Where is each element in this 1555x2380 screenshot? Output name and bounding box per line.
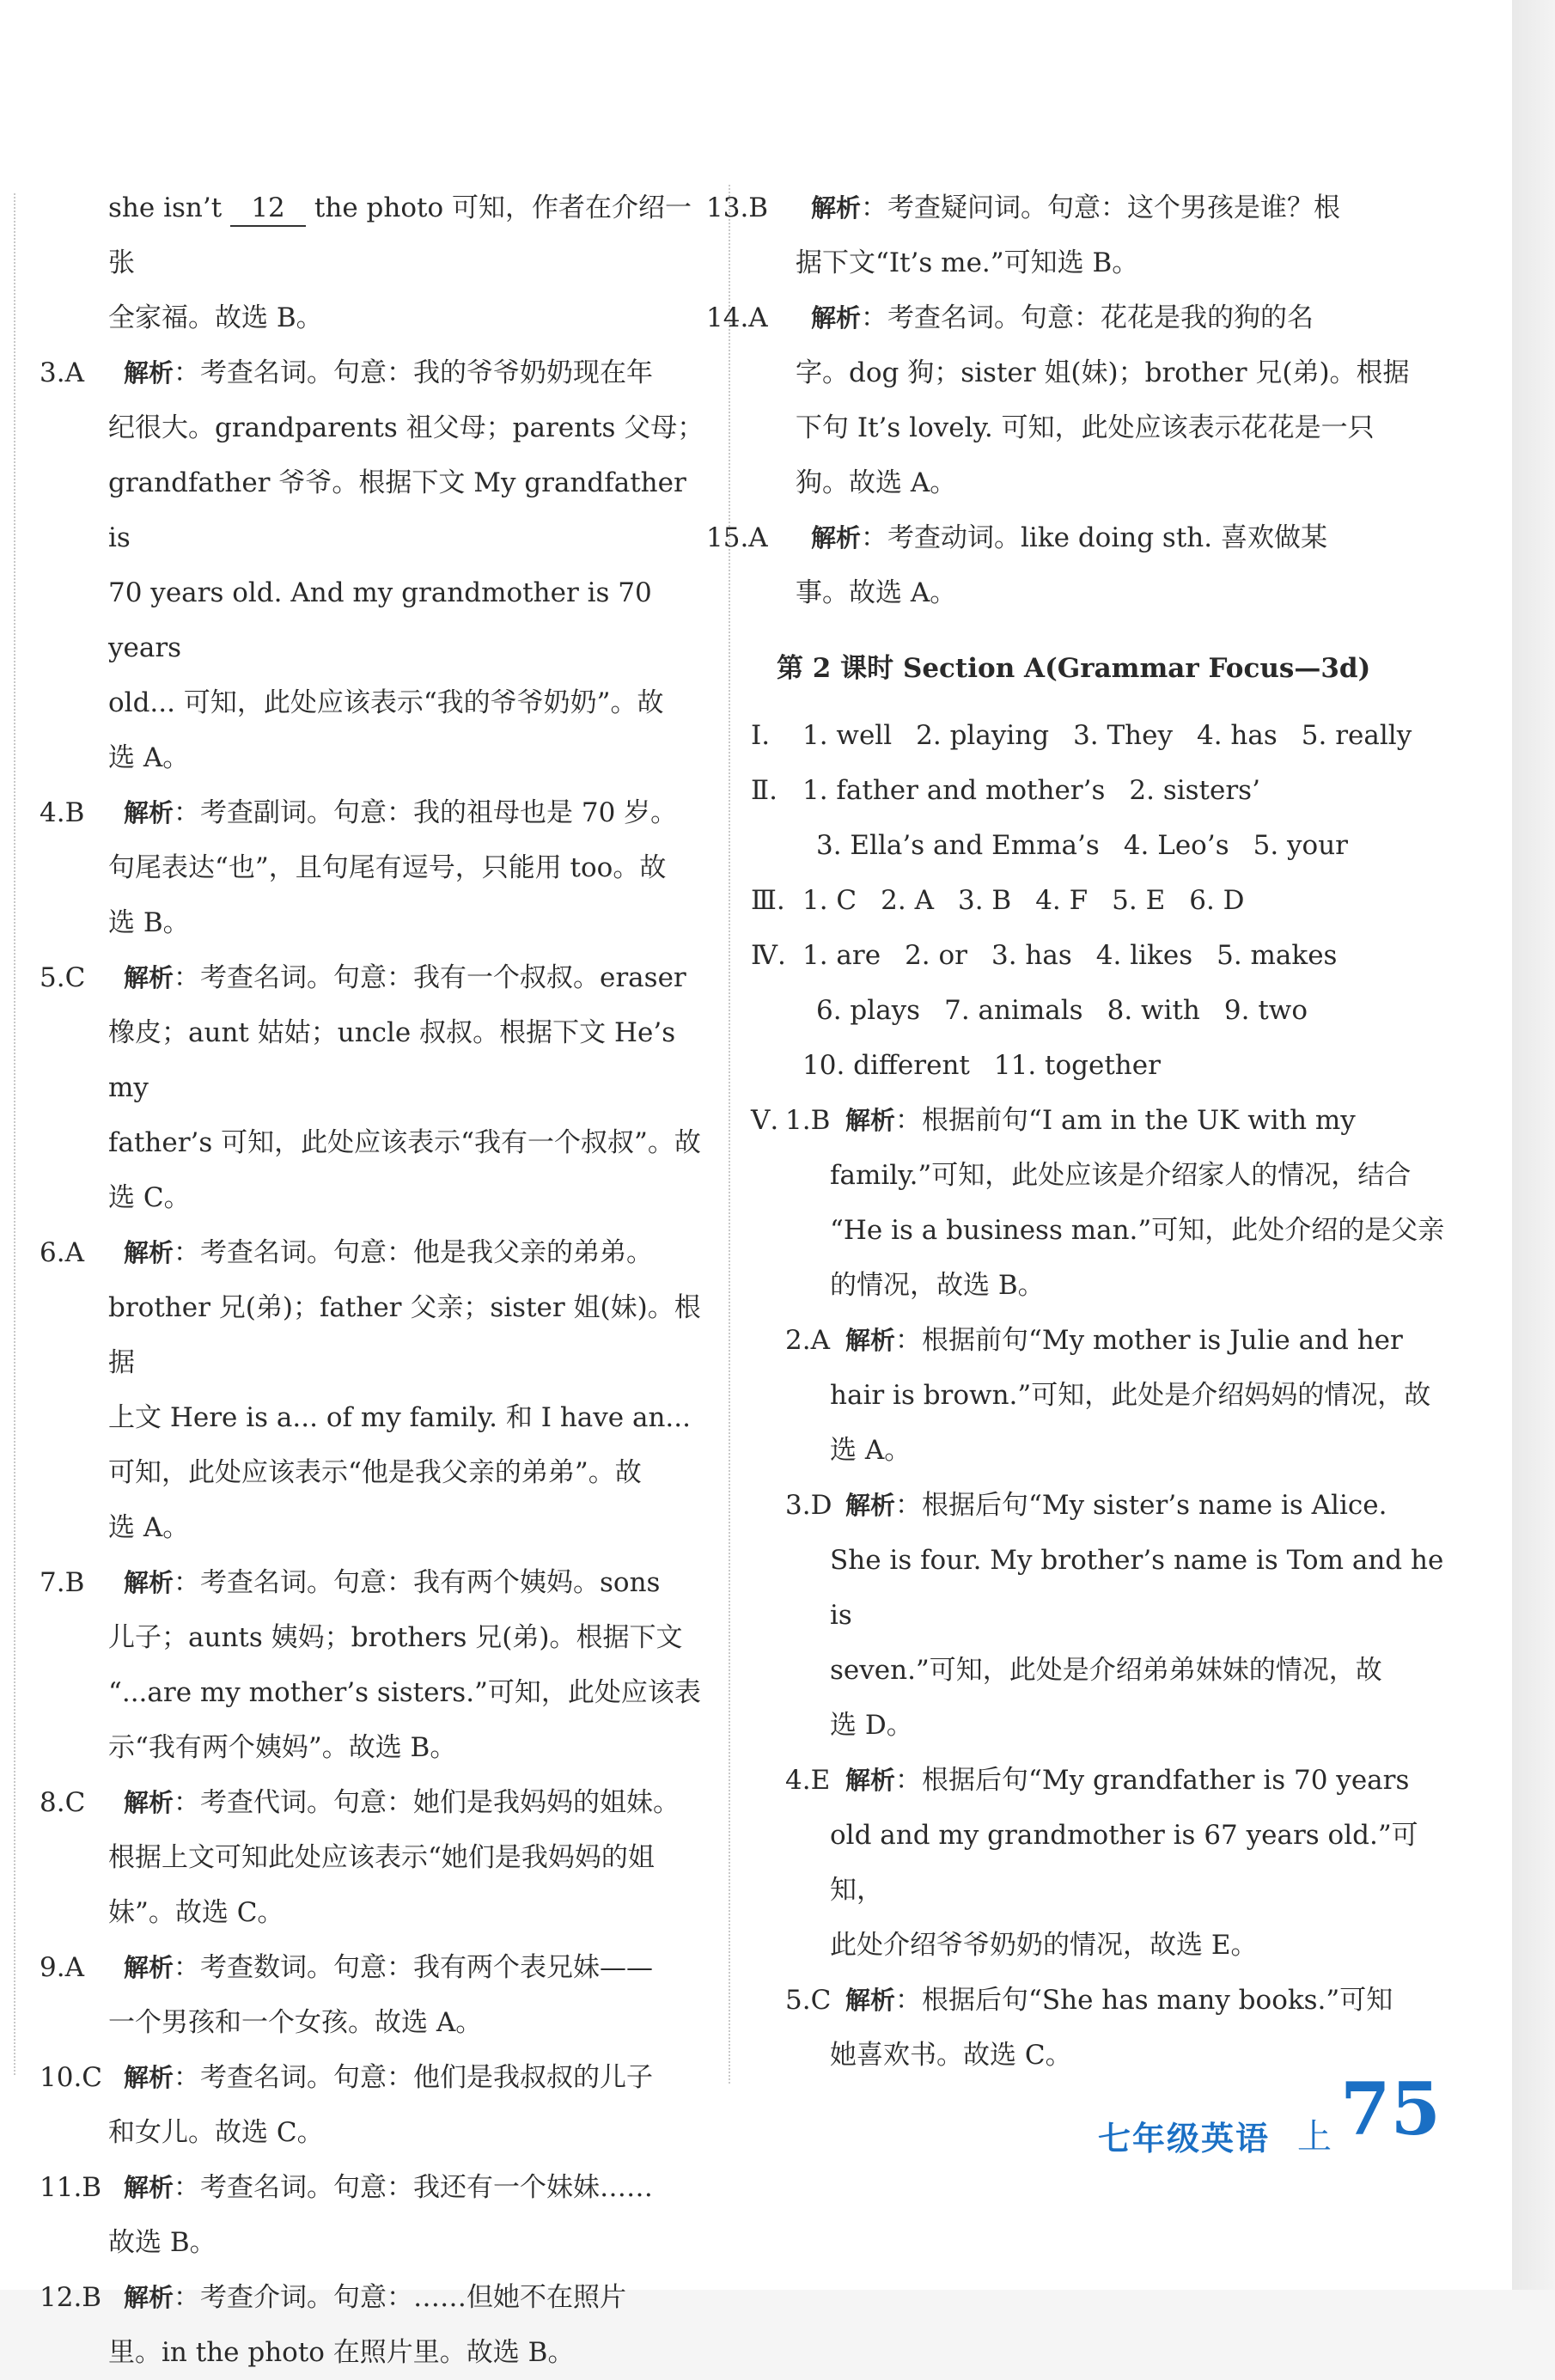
answer-item	[706, 180, 1447, 290]
answer-cell: 3. B	[957, 885, 1012, 916]
answer-line: 里。in the photo 在照片里。故选 B。	[108, 2337, 575, 2368]
blank-12: 12	[230, 191, 306, 227]
answer-line: 上文 Here is a... of my family. 和 I have an...	[108, 1402, 691, 1433]
answer-line: 解析：根据前句“My mother is Julie and her	[845, 1325, 1403, 1356]
answer-cell: 3. has	[991, 940, 1072, 971]
roman-I: Ⅰ.	[751, 720, 771, 751]
answer-cell: 4. likes	[1095, 940, 1193, 971]
answer-cell: 2. sisters’	[1129, 775, 1260, 806]
answer-item	[706, 510, 1447, 620]
analysis-keyword: 解析	[811, 193, 862, 223]
analysis-keyword: 解析	[845, 1326, 896, 1355]
answer-line: 解析：根据前句“I am in the UK with my	[845, 1105, 1356, 1136]
answer-line: 和女儿。故选 C。	[108, 2117, 324, 2148]
answer-cell: 1. well	[802, 720, 893, 751]
answer-cell: 9. two	[1223, 995, 1308, 1026]
answer-line: 解析：根据后句“My sister’s name is Alice.	[845, 1490, 1387, 1521]
v-answer-list	[751, 1093, 1447, 2083]
analysis-keyword: 解析	[124, 1788, 174, 1817]
analysis-keyword: 解析	[811, 523, 862, 552]
answers-I	[751, 708, 1447, 763]
answer-cell: 2. or	[905, 940, 967, 971]
answer-cell: 10. different	[802, 1050, 970, 1081]
answer-item	[40, 1225, 710, 1555]
analysis-keyword: 解析	[845, 1766, 896, 1795]
answer-number: 5.C	[785, 1985, 832, 2016]
answer-line: 事。故选 A。	[796, 577, 957, 608]
answer-line: 可知，此处应该表示“他是我父亲的弟弟”。故	[108, 1457, 642, 1488]
answer-item	[706, 290, 1447, 510]
intro-line-2: 全家福。故选 B。	[108, 302, 323, 333]
answer-line: 妹”。故选 C。	[108, 1897, 284, 1928]
answer-cell: 3. Ella’s and Emma’s	[816, 830, 1100, 861]
answer-item	[40, 2160, 710, 2270]
analysis-keyword: 解析	[124, 2173, 174, 2202]
answer-line: father’s 可知，此处应该表示“我有一个叔叔”。故	[108, 1127, 701, 1158]
answer-number: 11.B	[40, 2172, 102, 2203]
answers-III	[751, 873, 1447, 928]
answer-line: old... 可知，此处应该表示“我的爷爷奶奶”。故	[108, 687, 664, 718]
answer-item	[751, 1313, 1447, 1478]
answer-number: 3.D	[785, 1490, 832, 1521]
answer-number: 10.C	[40, 2062, 103, 2093]
answer-line: 故选 B。	[108, 2227, 216, 2258]
analysis-keyword: 解析	[845, 1491, 896, 1520]
answer-line: 解析：考查名词。句意：他是我父亲的弟弟。	[124, 1237, 654, 1268]
answer-line: 一个男孩和一个女孩。故选 A。	[108, 2007, 483, 2038]
answers-IV-b	[751, 983, 1447, 1038]
answer-line: 选 B。	[108, 907, 190, 938]
answer-line: 解析：考查副词。句意：我的祖母也是 70 岁。	[124, 797, 678, 828]
answers-IV-c	[751, 1038, 1447, 1093]
answer-line: hair is brown.”可知，此处是介绍妈妈的情况，故	[830, 1380, 1431, 1411]
answer-line: 选 A。	[830, 1435, 912, 1466]
answer-line: 解析：考查名词。句意：我的爷爷奶奶现在年	[124, 357, 654, 388]
answer-line: 此处介绍爷爷奶奶的情况，故选 E。	[830, 1930, 1258, 1961]
answer-line: 解析：考查疑问词。句意：这个男孩是谁？根	[811, 192, 1341, 223]
answer-line: 解析：考查数词。句意：我有两个表兄妹——	[124, 1952, 654, 1983]
answer-line: 纪很大。grandparents 祖父母；parents 父母；	[108, 412, 704, 443]
answer-line: 解析：考查名词。句意：他们是我叔叔的儿子	[124, 2062, 654, 2093]
answer-cell: 4. F	[1035, 885, 1088, 916]
section-V	[751, 1093, 1447, 2083]
answer-cell: 2. A	[881, 885, 934, 916]
answer-line: 解析：考查代词。句意：她们是我妈妈的姐妹。	[124, 1787, 680, 1818]
answers-II-b	[751, 818, 1447, 873]
answer-number: 7.B	[40, 1567, 85, 1598]
answer-number: 14.A	[706, 302, 768, 333]
answer-line: 根据上文可知此处应该表示“她们是我妈妈的姐	[108, 1842, 655, 1873]
analysis-keyword: 解析	[124, 1238, 174, 1267]
answer-number: 3.A	[40, 357, 84, 388]
answer-cell: 2. playing	[916, 720, 1050, 751]
answer-line: 解析：根据后句“She has many books.”可知	[845, 1985, 1393, 2016]
section-title: 第 2 课时 Section A(Grammar Focus—3d)	[777, 653, 1371, 684]
left-answer-list	[40, 345, 710, 2380]
answer-cell: 5. E	[1112, 885, 1166, 916]
answer-number: 4.B	[40, 797, 85, 828]
analysis-keyword: 解析	[811, 303, 862, 333]
answer-line: 示“我有两个姨妈”。故选 B。	[108, 1732, 457, 1763]
answer-line: old and my grandmother is 67 years old.”可知，	[830, 1820, 1418, 1906]
answer-line: 解析：考查名词。句意：花花是我的狗的名	[811, 302, 1314, 333]
answer-cell: 4. Leo’s	[1123, 830, 1229, 861]
roman-IV: Ⅳ.	[751, 940, 786, 971]
answer-line: 解析：根据后句“My grandfather is 70 years	[845, 1765, 1410, 1796]
analysis-keyword: 解析	[845, 1106, 896, 1135]
answer-line: 她喜欢书。故选 C。	[830, 2040, 1072, 2071]
analysis-keyword: 解析	[845, 1986, 896, 2015]
answer-line: 据下文“It’s me.”可知选 B。	[796, 247, 1139, 278]
intro-line-1: she isn’t 12 the photo 可知，作者在介绍一张	[108, 192, 692, 278]
answer-item	[40, 345, 710, 785]
page-edge	[1512, 0, 1555, 2290]
left-margin-rule	[14, 193, 15, 2075]
answer-line: 解析：考查介词。句意：……但她不在照片	[124, 2282, 627, 2313]
answer-line: 的情况，故选 B。	[830, 1270, 1045, 1301]
answer-cell: 7. animals	[944, 995, 1083, 1026]
right-column	[706, 180, 1447, 2083]
answer-line: 儿子；aunts 姨妈；brothers 兄(弟)。根据下文	[108, 1622, 683, 1653]
answer-line: 狗。故选 A。	[796, 467, 957, 498]
answer-number: 4.E	[785, 1765, 831, 1796]
answer-cell: 11. together	[993, 1050, 1161, 1081]
analysis-keyword: 解析	[124, 1953, 174, 1982]
answer-item	[40, 785, 710, 950]
answer-number: 9.A	[40, 1952, 84, 1983]
roman-II: Ⅱ.	[751, 775, 778, 806]
answer-cell: 1. are	[802, 940, 881, 971]
answer-number: 1.B	[785, 1105, 831, 1136]
answer-line: 句尾表达“也”，且句尾有逗号，只能用 too。故	[108, 852, 667, 883]
answer-cell: 5. really	[1301, 720, 1412, 751]
answer-line: She is four. My brother’s name is Tom and he is	[830, 1545, 1444, 1631]
analysis-keyword: 解析	[124, 2063, 174, 2092]
answer-cell: 1. C	[802, 885, 857, 916]
answer-item	[751, 1478, 1447, 1753]
answer-number: 8.C	[40, 1787, 86, 1818]
footer-volume: 上	[1297, 2117, 1332, 2157]
analysis-keyword: 解析	[124, 963, 174, 992]
analysis-keyword: 解析	[124, 358, 174, 388]
roman-V: Ⅴ.	[751, 1105, 779, 1136]
answers-II-a	[751, 763, 1447, 818]
answer-line: 解析：考查名词。句意：我有一个叔叔。eraser	[124, 962, 686, 993]
answer-line: seven.”可知，此处是介绍弟弟妹妹的情况，故	[830, 1655, 1382, 1686]
right-answer-list	[706, 180, 1447, 620]
answer-line: 解析：考查动词。like doing sth. 喜欢做某	[811, 522, 1327, 553]
answer-line: 字。dog 狗；sister 姐(妹)；brother 兄(弟)。根据	[796, 357, 1410, 388]
answer-cell: 1. father and mother’s	[802, 775, 1106, 806]
answer-item	[40, 1940, 710, 2050]
answer-number: 5.C	[40, 962, 86, 993]
roman-III: Ⅲ.	[751, 885, 785, 916]
answer-line: 解析：考查名词。句意：我有两个姨妈。sons	[124, 1567, 661, 1598]
answer-line: 解析：考查名词。句意：我还有一个妹妹……	[124, 2172, 654, 2203]
answer-cell: 5. your	[1253, 830, 1349, 861]
answer-line: grandfather 爷爷。根据下文 My grandfather is	[108, 467, 686, 553]
answer-line: “He is a business man.”可知，此处介绍的是父亲	[830, 1215, 1445, 1246]
answer-item	[40, 2050, 710, 2160]
answers-IV-a	[751, 928, 1447, 983]
answer-item	[40, 950, 710, 1225]
answer-line: 橡皮；aunt 姑姑；uncle 叔叔。根据下文 He’s my	[108, 1017, 676, 1103]
answer-line: “...are my mother’s sisters.”可知，此处应该表	[108, 1677, 701, 1708]
answer-number: 6.A	[40, 1237, 84, 1268]
answer-line: 选 A。	[108, 742, 190, 773]
answer-line: brother 兄(弟)；father 父亲；sister 姐(妹)。根据	[108, 1292, 701, 1378]
answer-item	[40, 2270, 710, 2380]
footer-grade: 七年级英语	[1098, 2120, 1271, 2157]
left-column	[40, 180, 710, 2380]
answer-number: 15.A	[706, 522, 768, 553]
answer-line: 选 C。	[108, 1182, 191, 1213]
answer-cell: 8. with	[1107, 995, 1200, 1026]
analysis-keyword: 解析	[124, 1568, 174, 1597]
analysis-keyword: 解析	[124, 798, 174, 827]
answer-line: 选 D。	[830, 1710, 913, 1741]
answer-number: 2.A	[785, 1325, 830, 1356]
column-divider	[729, 185, 730, 2084]
answer-number: 12.B	[40, 2282, 102, 2313]
answer-item	[751, 1093, 1447, 1313]
answer-cell: 6. plays	[816, 995, 921, 1026]
answer-line: family.”可知，此处应该是介绍家人的情况，结合	[830, 1160, 1412, 1191]
answer-cell: 4. has	[1197, 720, 1278, 751]
analysis-keyword: 解析	[124, 2283, 174, 2312]
answer-item	[751, 1753, 1447, 1973]
answer-item	[40, 1555, 710, 1775]
answer-cell: 3. They	[1073, 720, 1173, 751]
answer-line: 下句 It’s lovely. 可知，此处应该表示花花是一只	[796, 412, 1375, 443]
answer-cell: 5. makes	[1217, 940, 1338, 971]
answer-item	[40, 1775, 710, 1940]
answer-line: 选 A。	[108, 1512, 190, 1543]
answer-line: 70 years old. And my grandmother is 70 years	[108, 577, 652, 663]
answer-number: 13.B	[706, 192, 769, 223]
answer-cell: 6. D	[1189, 885, 1245, 916]
page-number: 75	[1340, 2066, 1441, 2151]
